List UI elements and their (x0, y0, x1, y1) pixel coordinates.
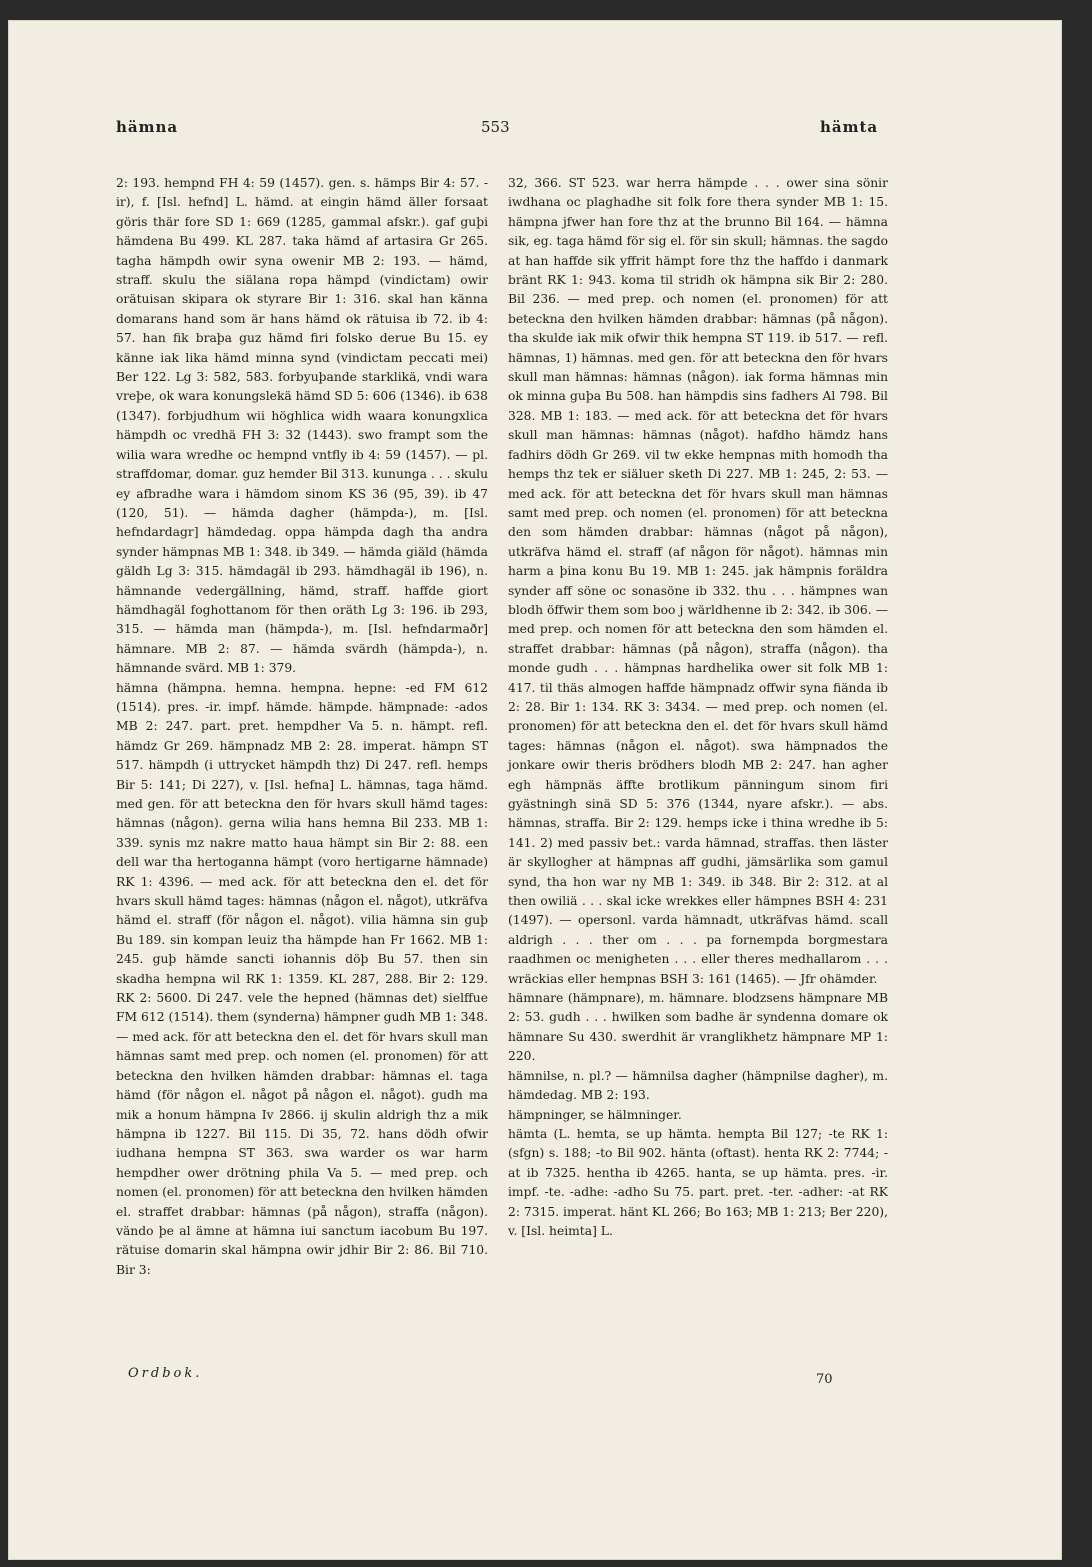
entry-hamnilse: hämnilse, n. pl.? — hämnilsa dagher (hämpnilse dagher), m. hämdedag. MB 2: 193. (508, 1068, 888, 1103)
entry-hamd-continued: 2: 193. hempnd FH 4: 59 (1457). gen. s. hämps Bir 4: 57. -ir), f. [Isl. hefnd] L. hämd. at eingin hämd äller forsaat göris thär fore SD 1: 669 (1285, gammal afskr.). gaf guþi hämdena Bu 499. KL 287. taka hämd af artasira Gr 265. tagha hämpdh owir syna owenir MB 2: 193. — hämd, straff. skulu the siälana ropa hämpd (vindictam) owir orätuisan skipara ok styrare Bir 1: 316. skal han känna domarans hand som är hans hämd ok rätuisa ib 72. ib 4: 57. han fik braþa guz hämd firi folsko derue Bu 15. ey känne iak lika hämd minna synd (vindictam peccati mei) Ber 122. Lg 3: 582, 583. forbyuþande starklikä, vndi wara vreþe, ok wara konungslekä hämd SD 5: 606 (1346). ib 638 (1347). forbjudhum wii höghlica widh waara konungxlica hämpdh oc vredhä FH 3: 32 (1443). swo frampt som the wilia wara wredhe oc hempnd vntfly ib 4: 59 (1457). — pl. straffdomar, domar. guz hemder Bil 313. kununga . . . skulu ey afbradhe wara i hämdom sinom KS 36 (95, 39). ib 47 (120, 51). — hämda dagher (hämpda-), m. [Isl. hefndardagr] hämdedag. oppa hämpda dagh tha andra synder hämpnas MB 1: 348. ib 349. — hämda giäld (hämda gäldh Lg 3: 315. hämdagäl ib 293. hämdhagäl ib 196), n. hämnande vedergällning, hämd, straff. haffde giort hämdhagäl foghottanom för then oräth Lg 3: 196. ib 293, 315. — hämda man (hämpda-), m. [Isl. hefndarmaðr] hämnare. MB 2: 87. — hämda svärdh (hämpda-), n. hämnande svärd. MB 1: 379. (116, 176, 488, 676)
page-number: 553 (481, 118, 510, 136)
entry-hamnare: hämnare (hämpnare), m. hämnare. blodzsens hämpnare MB 2: 53. gudh . . . hwilken som badhe är syndenna domare ok hämnare Su 430. swerdhit är vranglikhetz hämpnare MP 1: 220. (508, 991, 888, 1064)
running-head-right: hämta (820, 118, 879, 136)
running-head-left: hämna (116, 118, 179, 136)
entry-hampninger: hämpninger, se hälmninger. (508, 1107, 682, 1122)
right-column (508, 174, 888, 1241)
entry-hamna: hämna (hämpna. hemna. hempna. hepne: -ed FM 612 (1514). pres. -ir. impf. hämde. hämpde. hämpnade: -ados MB 2: 247. part. pret. hempdher Va 5. n. hämpt. refl. hämdz Gr 269. hämpnadz MB 2: 28. imperat. hämpn ST 517. hämpdh (i uttrycket hämpdh thz) Di 247. refl. hemps Bir 5: 141; Di 227), v. [Isl. hefna] L. hämnas, taga hämd. med gen. för att beteckna den för hvars skull hämd tages: hämnas (någon). gerna wilia hans hemna Bil 233. MB 1: 339. synis mz nakre matto haua hämpt sin Bir 2: 88. een dell war tha hertoganna hämpt (voro hertigarne hämnade) RK 1: 4396. — med ack. för att beteckna den el. det för hvars skull hämd tages: hämnas (någon el. något), utkräfva hämd el. straff (för någon el. något). vilia hämna sin guþ Bu 189. sin kompan leuiz tha hämpde han Fr 1662. MB 1: 245. guþ hämde sancti iohannis döþ Bu 57. then sin skadha hempna wil RK 1: 1359. KL 287, 288. Bir 2: 129. RK 2: 5600. Di 247. vele the hepned (hämnas det) sielffue FM 612 (1514). them (synderna) hämpner gudh MB 1: 348. — med ack. för att beteckna den el. det för hvars skull man hämnas samt med prep. och nomen (el. pronomen) för att beteckna den hvilken hämden drabbar: hämnas el. taga hämd (för någon el. något på någon el. något). gudh ma mik a honum hämpna Iv 2866. ij skulin aldrigh thz a mik hämpna ib 1227. Bil 115. Di 35, 72. hans dödh ofwir iudhana hempna ST 363. swa warder os war harm hempdher ower drötning phila Va 5. — med prep. och nomen (el. pronomen) för att beteckna den hvilken hämden el. straffet drabbar: hämnas (på någon), straffa (någon). vändo þe al ämne at hämna iui sanctum iacobum Bu 197. rätuise domarin skal hämpna owir jdhir Bir 2: 86. Bil 710. Bir 3: (116, 680, 488, 1277)
scan-border (0, 1560, 1092, 1567)
entry-hamta: hämta (L. hemta, se up hämta. hempta Bil 127; -te RK 1: (sfgn) s. 188; -to Bil 902. hänta (oftast). henta RK 2: 7744; -at ib 7325. hentha ib 4265. hanta, se up hämta. pres. -ir. impf. -te. -adhe: -adho Su 75. part. pret. -ter. -adher: -at RK 2: 7315. imperat. hänt KL 266; Bo 163; MB 1: 213; Ber 220), v. [Isl. heimta] L. (508, 1126, 888, 1238)
signature-mark: Ordbok. (128, 1366, 203, 1381)
sheet-number: 70 (816, 1372, 833, 1387)
left-column (116, 174, 488, 1280)
entry-hamna-continued: 32, 366. ST 523. war herra hämpde . . . ower sina sönir iwdhana oc plaghadhe sit folk fore thera synder MB 1: 15. hämpna jfwer han fore thz at the brunno Bil 164. — hämna sik, eg. taga hämd för sig el. för sin skull; hämnas. the sagdo at han haffde sik yffrit hämpt fore thz the haffdo i danmark bränt RK 1: 943. koma til stridh ok hämpna sik Bir 2: 280. Bil 236. — med prep. och nomen (el. pronomen) för att beteckna den hvilken hämden drabbar: hämnas (på någon). tha skulde iak mik ofwir thik hempna ST 119. ib 517. — refl. hämnas, 1) hämnas. med gen. för att beteckna den för hvars skull man hämnas: hämnas (någon). iak forma hämnas min ok minna guþa Bu 508. han hämpdis sins fadhers Al 798. Bil 328. MB 1: 183. — med ack. för att beteckna det för hvars skull man hämnas: hämnas (något). hafdho hämdz hans fadhirs dödh Gr 269. vil tw ekke hempnas mith homodh tha hemps thz tek er siäluer sketh Di 227. MB 1: 245, 2: 53. — med ack. för att beteckna det för hvars skull man hämnas samt med prep. och nomen (el. pronomen) för att beteckna den som hämden drabbar: hämnas (något på någon), utkräfva hämd el. straff (af någon för något). hämnas min harm a þina konu Bu 19. MB 1: 245. jak hämpnis foräldra synder aff söne oc sonasöne ib 332. thu . . . hämpnes wan blodh öffwir them som boo j wärldhenne ib 2: 342. ib 306. — med prep. och nomen för att beteckna den som hämden el. straffet drabbar: hämnas (på någon), straffa (någon). tha monde gudh . . . hämpnas hardhelika ower sit folk MB 1: 417. til thäs almogen haffde hämpnadz offwir syna fiända ib 2: 28. Bir 1: 134. RK 3: 3434. — med prep. och nomen (el. pronomen) för att beteckna den el. det för hvars skull hämd tages: hämnas (någon el. något). swa hämpnados the jonkare owir theris brödhers blodh MB 2: 247. han agher egh hämpnäs äffte brotlikum pänningum sinom firi gyästningh sinä SD 5: 376 (1344, nyare afskr.). — abs. hämnas, straffa. Bir 2: 129. hemps icke i thina wredhe ib 5: 141. 2) med passiv bet.: varda hämnad, straffas. then läster är skyllogher at hämpnas aff gudhi, jämsärlika som gamul synd, tha hon war ny MB 1: 349. ib 348. Bir 2: 312. at al then owiliä . . . skal icke wrekkes eller hämpnes BSH 4: 231 (1497). — opersonl. varda hämnadt, utkräfvas hämd. scall aldrigh . . . ther om . . . pa fornempda borgmestara raadhmen oc menigheten . . . eller theres medhallarom . . . wräckias eller hempnas BSH 3: 161 (1465). — Jfr ohämder. (508, 176, 888, 986)
